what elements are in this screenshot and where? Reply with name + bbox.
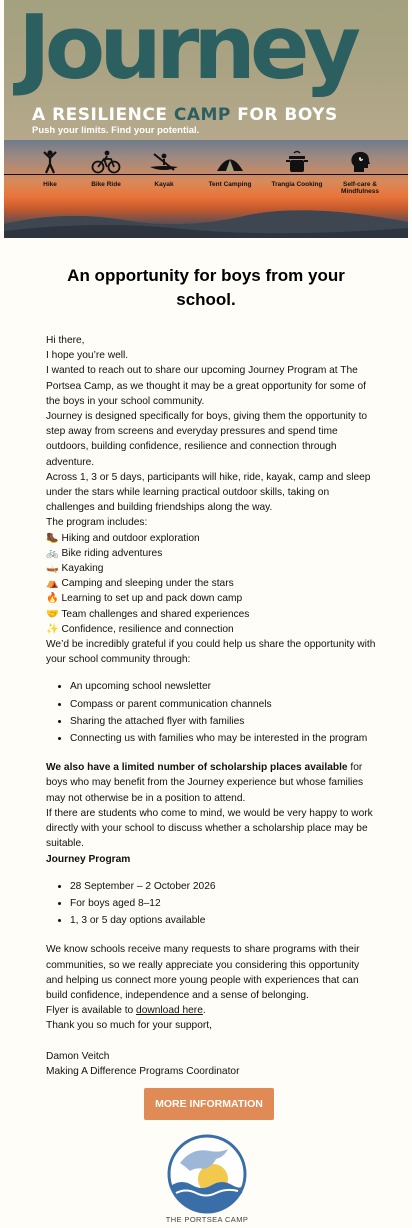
share-list-item: • Compass or parent communication channels [70, 697, 376, 712]
share-list-item: • Connecting us with families who may be interested in the program [70, 731, 376, 746]
journey-logo-title: Journey [18, 0, 355, 99]
include-item: 🤝 Team challenges and shared experiences [46, 608, 250, 620]
include-item: 🛶 Kayaking [46, 563, 104, 575]
activity-hike: Hike [20, 150, 80, 189]
include-item: ✨ Confidence, resilience and connection [46, 623, 234, 635]
program-list-item: • 1, 3 or 5 day options available [70, 913, 376, 928]
share-list-item: • An upcoming school newsletter [70, 679, 376, 694]
program-heading: Journey Program [46, 853, 131, 865]
include-item: 🚲 Bike riding adventures [46, 547, 163, 559]
email-heading: An opportunity for boys from your school. [67, 266, 345, 309]
activity-tent: Tent Camping [200, 150, 260, 189]
share-list [70, 679, 376, 746]
more-information-button[interactable]: MORE INFORMATION [144, 1088, 274, 1120]
activity-kayak: Kayak [134, 150, 194, 189]
bike-icon [91, 150, 121, 174]
includes-heading: The program includes: [46, 517, 148, 529]
banner-tagline: A RESILIENCE CAMP FOR BOYS [32, 105, 338, 125]
mind-head-icon [348, 150, 372, 174]
banner-subline: Push your limits. Find your potential. [32, 125, 200, 136]
tent-icon [214, 150, 246, 174]
email-body [4, 0, 408, 1228]
thanks-line: Thank you so much for your support, [46, 1020, 212, 1032]
program-list-item: • For boys aged 8–12 [70, 896, 376, 911]
flyer-line: Flyer is available to download here. [46, 1005, 206, 1017]
intro-line: I hope you’re well. [46, 350, 129, 362]
activity-bike: Bike Ride [76, 150, 136, 189]
include-item: ⛺ Camping and sleeping under the stars [46, 578, 234, 590]
intro-paragraph: Across 1, 3 or 5 days, participants will hike, ride, kayak, camp and sleep under the stars while learning practical outdoor skills, taking on challenges and building friendships along the way. [46, 471, 371, 514]
cooking-pot-icon [285, 150, 309, 174]
intro-paragraph: Journey is designed specifically for boys, giving them the opportunity to step away from screens and everyday pressures and spend time outdoors, building confidence, resilience and connection through adventure. [46, 411, 368, 468]
activity-trangia: Trangia Cooking [267, 150, 327, 189]
program-list [70, 879, 376, 929]
hiker-icon [40, 150, 60, 174]
share-intro: We’d be incredibly grateful if you could help us share the opportunity with your school community through: [46, 639, 376, 666]
greeting: Hi there, [46, 335, 85, 346]
program-list-item: • 28 September – 2 October 2026 [70, 879, 376, 894]
kayak-icon [148, 150, 180, 174]
activity-mindfulness: Self-care & Mindfulness [330, 150, 390, 196]
scholarship-paragraph: We also have a limited number of scholarship places available for boys who may benefit from the Journey experience but whose families may not otherwise be in a position to attend. [46, 762, 364, 804]
download-flyer-link[interactable]: download here [136, 1005, 203, 1017]
signature-name: Damon Veitch [46, 1050, 110, 1062]
signature-title: Making A Difference Programs Coordinator [46, 1065, 240, 1077]
include-item: 🔥 Learning to set up and pack down camp [46, 593, 243, 605]
portsea-camp-logo-text: THE PORTSEA CAMP [165, 1215, 249, 1224]
share-list-item: • Sharing the attached flyer with families [70, 714, 376, 729]
intro-paragraph: I wanted to reach out to share our upcoming Journey Program at The Portsea Camp, as we thought it may be a great opportunity for some of the boys in your school community. [46, 365, 366, 407]
include-item: 🥾 Hiking and outdoor exploration [46, 532, 200, 544]
hills-silhouette [4, 204, 408, 238]
students-paragraph: If there are students who come to mind, we would be very happy to work directly with your school to discuss whether a scholarship place may be suitable. [46, 807, 373, 850]
email-content [46, 333, 376, 1079]
portsea-camp-logo-icon [166, 1133, 248, 1215]
closing-paragraph: We know schools receive many requests to share programs with their communities, so we really appreciate you considering this opportunity and helping us connect more young people with experiences that can build confidence, independence and a sense of belonging. [46, 944, 360, 1001]
journey-banner[interactable] [4, 0, 408, 238]
